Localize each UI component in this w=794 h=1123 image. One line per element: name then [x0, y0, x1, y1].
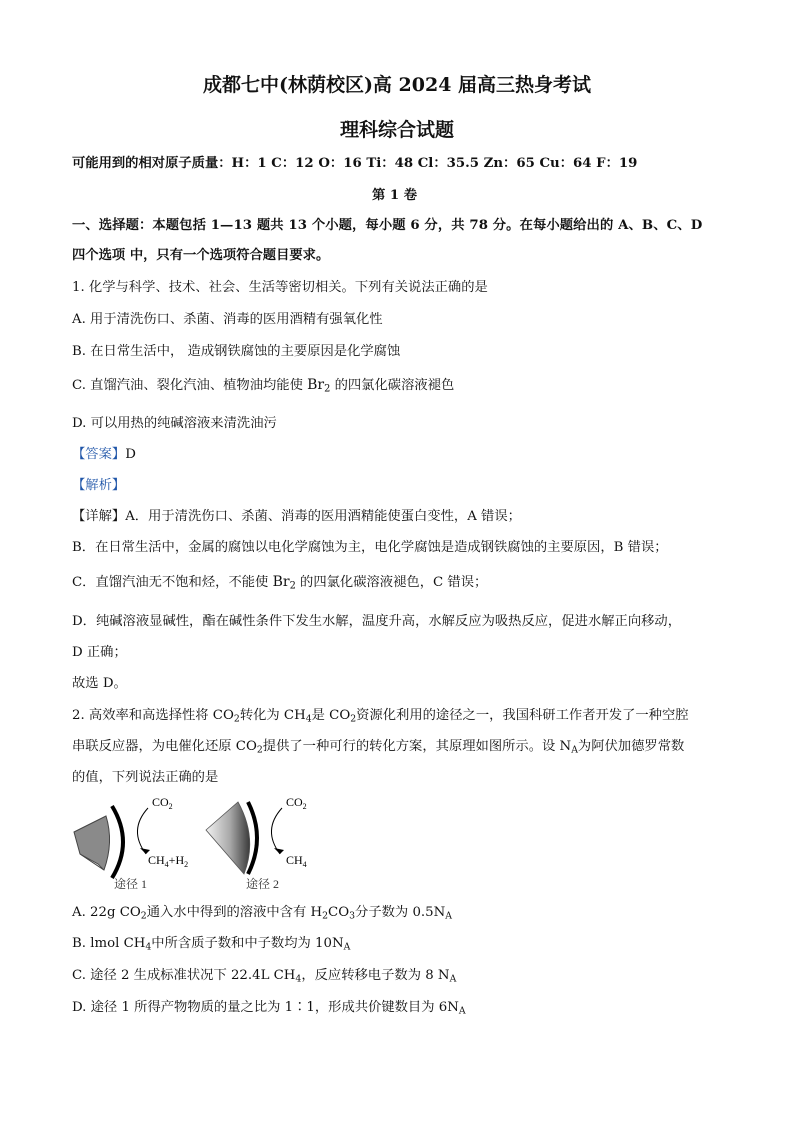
pathway-2-label: 途径 2 [246, 877, 280, 891]
exam-subtitle: 理科综合试题 [339, 119, 454, 141]
section-instruction-line2: 四个选项 中，只有一个选项符合题目要求。 [72, 248, 330, 263]
q2-option-d: D. 途径 1 所得产物物质的量之比为 1∶1，形成共价键数目为 $6N_A$ [72, 1000, 466, 1017]
answer-value: D [125, 447, 136, 462]
co2-label-1: $CO_2$ [152, 795, 173, 811]
analysis-tag: 【解析】 [72, 478, 126, 493]
q2-option-b: B. lmol $CH_4$中所含质子数和中子数均为 $10N_A$ [72, 936, 351, 953]
electrode-arc-1 [112, 806, 123, 878]
q1-option-d: D. 可以用热的纯碱溶液来清洗油污 [72, 416, 277, 431]
q2-option-c: C. 途径 2 生成标准状况下 22.4L $CH_4$，反应转移电子数为 8 $N_A$ [72, 968, 457, 985]
q1-option-b: B. 在日常生活中， 造成钢铁腐蚀的主要原因是化学腐蚀 [72, 344, 401, 359]
detail-tag: 【详解】 [72, 509, 126, 524]
q2-stem-line3: 的值，下列说法正确的是 [72, 770, 219, 785]
br2-formula: $Br_2$ [307, 377, 331, 395]
pathway-1-label: 途径 1 [114, 877, 148, 891]
arrow-curve-1 [137, 808, 148, 854]
exam-title: 成都七中(林荫校区)高 2024 届高三热身考试 [202, 74, 592, 96]
catalyst-2-shape [206, 802, 250, 874]
product-label-2: $CH_4$ [286, 853, 307, 869]
arrow-curve-2 [271, 808, 282, 854]
reaction-pathway-diagram [68, 790, 328, 896]
q1-answer [72, 443, 136, 462]
catalyst-1-shape [74, 816, 110, 870]
q1-option-c-pre: C. 直馏汽油、裂化汽油、植物油均能使 [72, 378, 303, 393]
q2-stem-line1: 2. 高效率和高选择性将 $CO_2$转化为 $CH_4$是 $CO_2$资源化利用的途径之一，我国科研工作者开发了一种空腔 [72, 708, 689, 725]
q1-detail-a: 【详解】A．用于清洗伤口、杀菌、消毒的医用酒精能使蛋白变性，A 错误； [72, 509, 521, 524]
volume-label: 第 1 卷 [372, 188, 418, 203]
q2-stem-line2: 串联反应器，为电催化还原 $CO_2$提供了一种可行的转化方案，其原理如图所示。设 $N_A$为阿伏加德罗常数 [72, 739, 685, 756]
q2-option-a: A. 22g $CO_2$通入水中得到的溶液中含有 $H_2CO_3$分子数为 $0.5N_A$ [72, 905, 452, 922]
q1-detail-d1: D．纯碱溶液显碱性，酯在碱性条件下发生水解，温度升高，水解反应为吸热反应，促进水解正向移动， [72, 614, 682, 629]
answer-tag: 【答案】 [72, 447, 126, 462]
q1-detail-b: B．在日常生活中，金属的腐蚀以电化学腐蚀为主，电化学腐蚀是造成钢铁腐蚀的主要原因，B 错误； [72, 540, 668, 555]
q1-option-c [72, 374, 454, 394]
q1-detail-c: C．直馏汽油无不饱和烃，不能使 $Br_2$ 的四氯化碳溶液褪色，C 错误； [72, 574, 488, 592]
atomic-mass-line: 可能用到的相对原子质量：H：1 C：12 O：16 Ti：48 Cl：35.5 Zn：65 Cu：64 F：19 [72, 156, 638, 171]
q1-detail-d2: D 正确； [72, 645, 127, 660]
q1-stem: 1. 化学与科学、技术、社会、生活等密切相关。下列有关说法正确的是 [72, 280, 488, 295]
q1-conclusion: 故选 D。 [72, 676, 127, 691]
section-instruction-line1: 一、选择题：本题包括 1—13 题共 13 个小题，每小题 6 分，共 78 分。在每小题给出的 A、B、C、D [72, 218, 703, 233]
q1-option-c-post: 的四氯化碳溶液褪色 [334, 378, 455, 393]
product-label-1: $CH_4+H_2$ [148, 853, 189, 869]
co2-label-2: $CO_2$ [286, 795, 307, 811]
q1-option-a: A. 用于清洗伤口、杀菌、消毒的医用酒精有强氧化性 [72, 312, 383, 327]
br2-formula: $Br_2$ [272, 574, 296, 592]
